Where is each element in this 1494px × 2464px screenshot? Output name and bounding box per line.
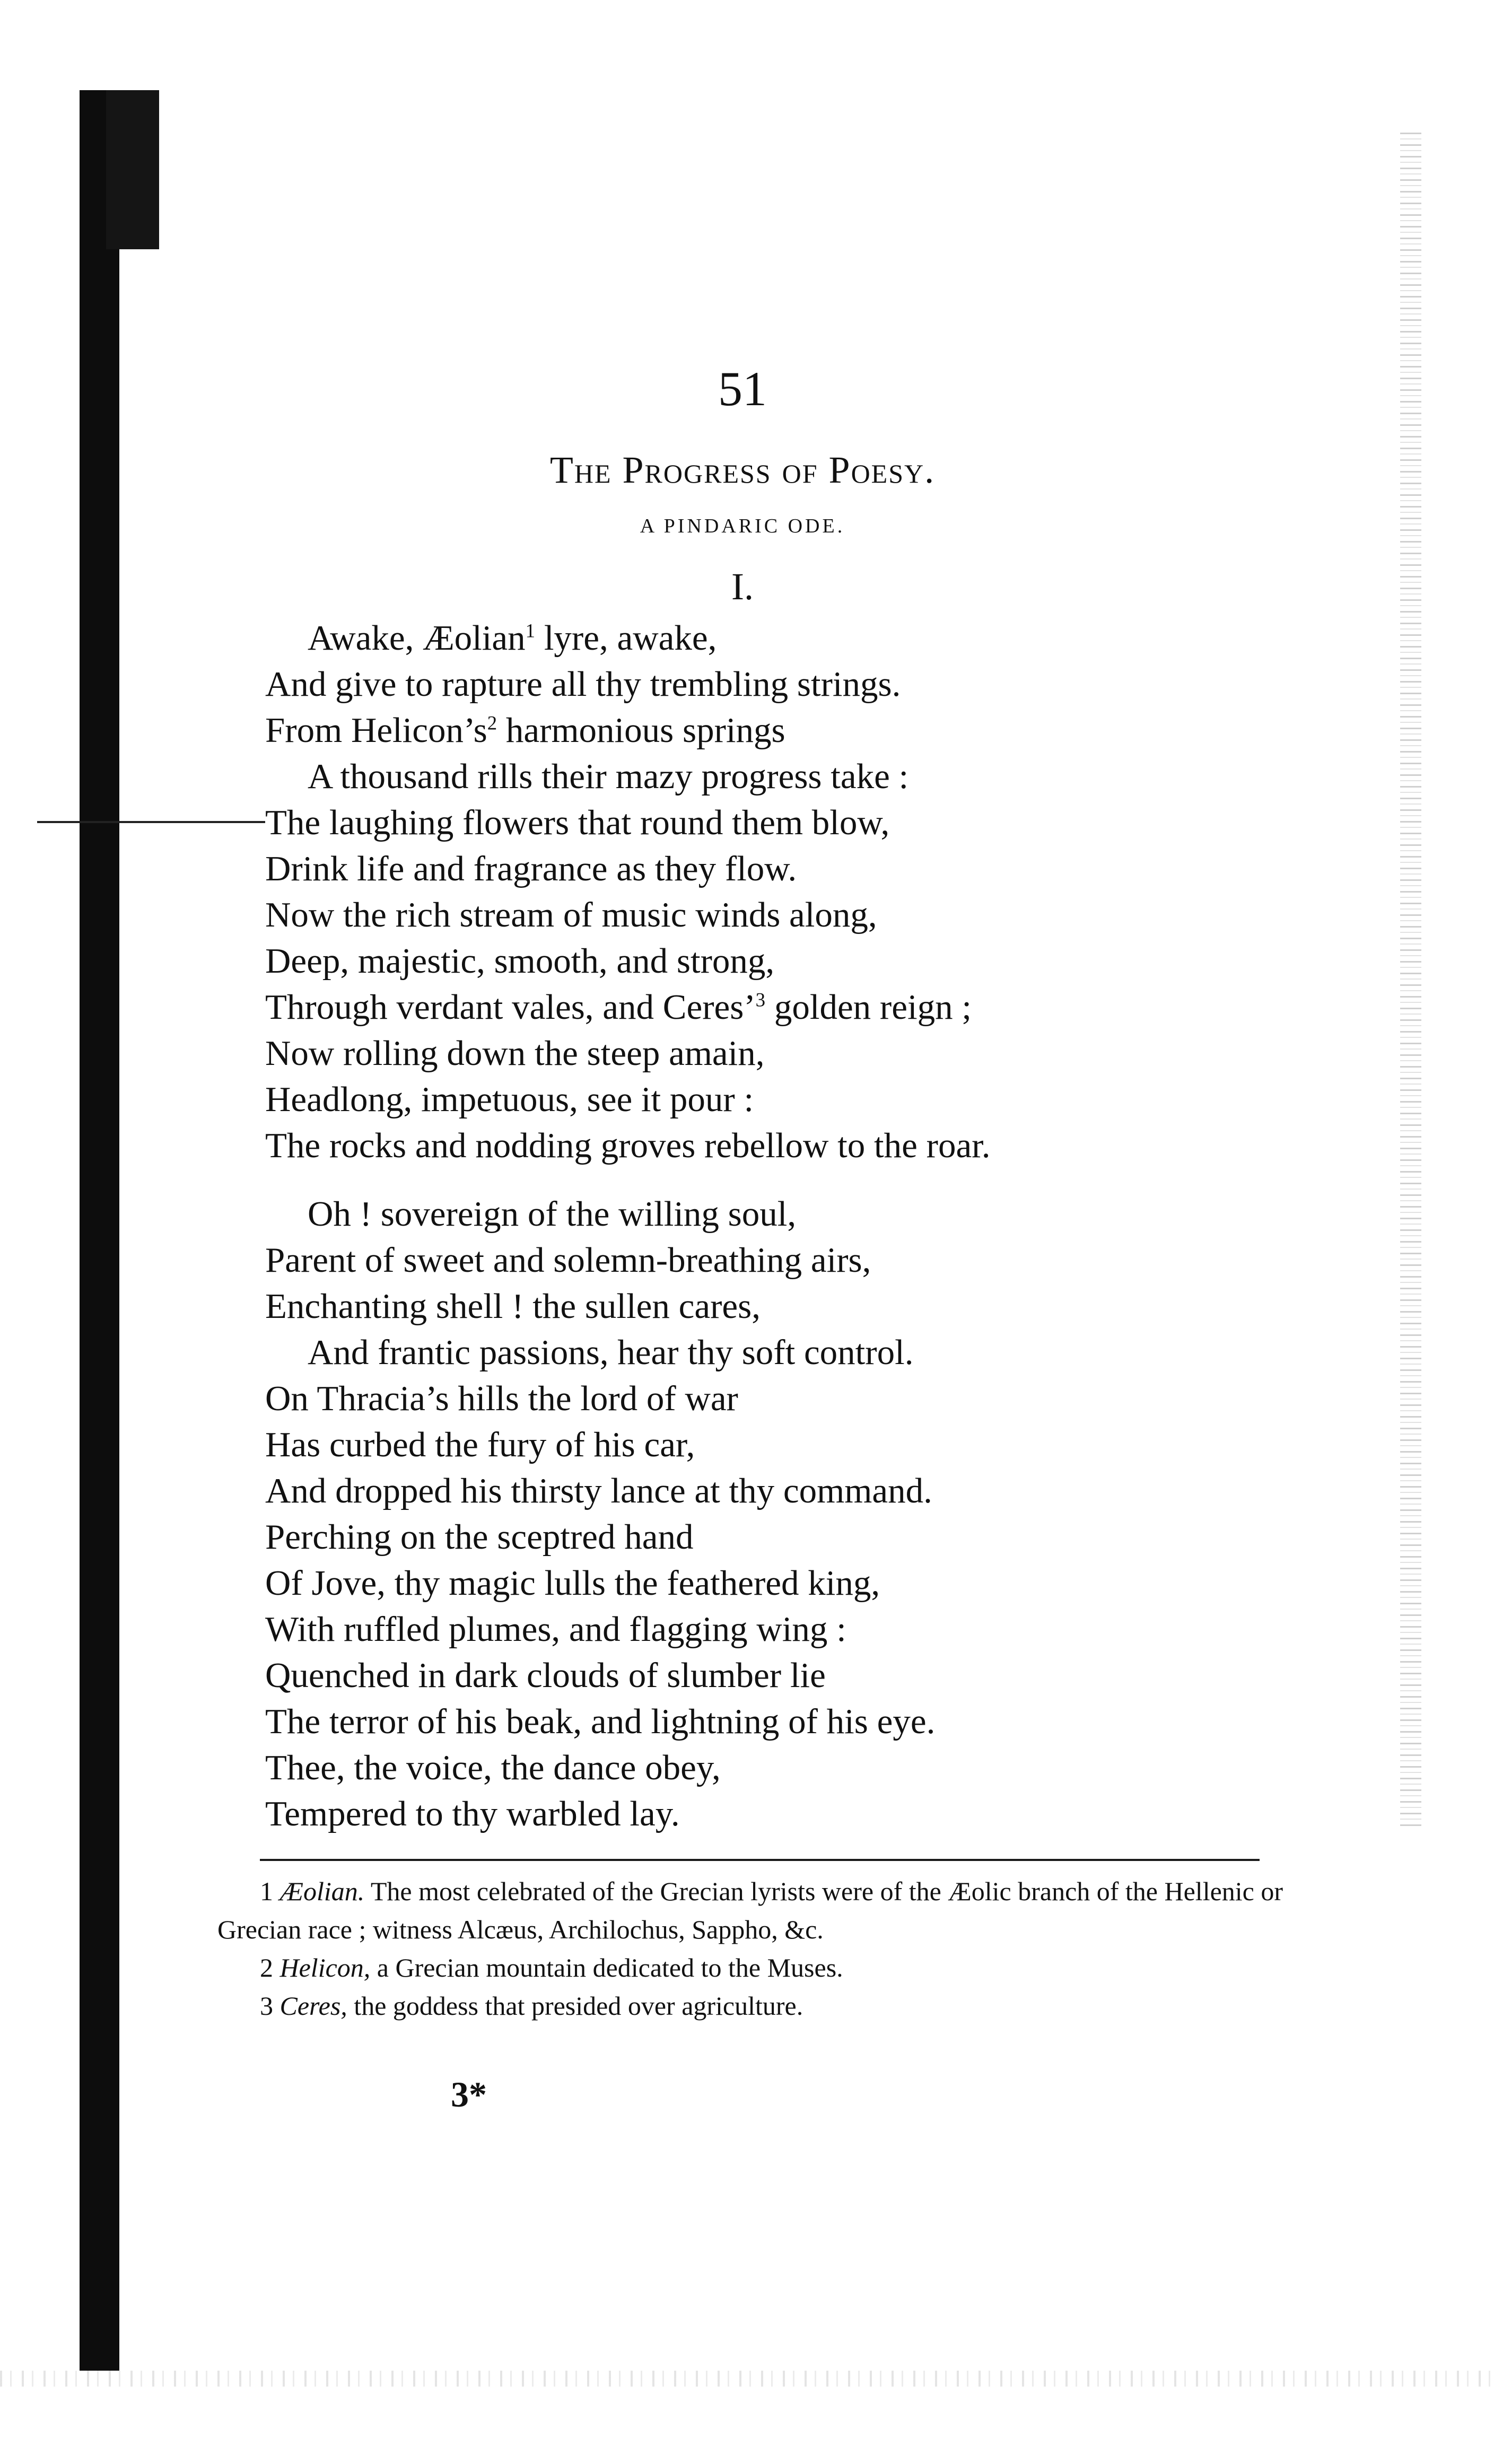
footnote-3 bbox=[217, 1987, 1283, 2025]
book-binding-edge bbox=[80, 90, 119, 2371]
footnote-reference: 3 bbox=[755, 989, 766, 1011]
footnote-rule bbox=[260, 1859, 1260, 1861]
poem-line-text: Enchanting shell ! the sullen cares, bbox=[265, 1287, 761, 1326]
poem-line-text: The laughing flowers that round them blow, bbox=[265, 803, 890, 842]
stanza-2 bbox=[265, 1191, 1379, 1837]
poem-line bbox=[265, 1699, 1379, 1745]
poem-line-text: Now rolling down the steep amain, bbox=[265, 1034, 765, 1073]
poem-line-text: Has curbed the fury of his car, bbox=[265, 1425, 695, 1464]
poem-line-text: And give to rapture all thy trembling strings. bbox=[265, 665, 901, 704]
book-binding-edge-top bbox=[106, 90, 159, 249]
poem-line bbox=[265, 1791, 1379, 1837]
page-bottom-noise bbox=[0, 2371, 1494, 2387]
poem-line-text: From Helicon’s bbox=[265, 711, 487, 750]
poem-line bbox=[265, 1237, 1379, 1283]
poem-line bbox=[265, 1191, 1379, 1237]
printer-signature-mark: 3* bbox=[451, 2074, 487, 2115]
poem-line bbox=[265, 1745, 1379, 1791]
poem-line bbox=[265, 800, 1379, 846]
poem-line-text: Perching on the sceptred hand bbox=[265, 1517, 694, 1557]
poem-line-text: Parent of sweet and solemn-breathing airs, bbox=[265, 1240, 871, 1280]
margin-pen-mark bbox=[37, 821, 265, 823]
poem-line-text: Through verdant vales, and Ceres’ bbox=[265, 988, 756, 1027]
poem-line-text: A thousand rills their mazy progress take : bbox=[308, 757, 909, 796]
poem-line bbox=[265, 846, 1379, 892]
poem-line-text: Headlong, impetuous, see it pour : bbox=[265, 1080, 754, 1119]
poem-line-text: And dropped his thirsty lance at thy command. bbox=[265, 1471, 932, 1510]
poem-line bbox=[265, 892, 1379, 938]
poem-title: The Progress of Poesy. bbox=[549, 449, 936, 491]
stanza-gap bbox=[265, 1169, 1379, 1191]
poem-line bbox=[265, 1283, 1379, 1330]
footnote-reference: 2 bbox=[487, 712, 497, 734]
stanza-1 bbox=[265, 615, 1379, 1169]
poem-line bbox=[265, 1330, 1379, 1376]
poem-line-text: lyre, awake, bbox=[535, 618, 717, 658]
poem-subtitle: A PINDARIC ODE. bbox=[640, 515, 845, 537]
poem-body bbox=[265, 615, 1379, 1837]
poem-line-text: Tempered to thy warbled lay. bbox=[265, 1794, 680, 1833]
poem-line bbox=[265, 1514, 1379, 1560]
poem-line-text: Of Jove, thy magic lulls the feathered king, bbox=[265, 1563, 880, 1603]
poem-line-text: With ruffled plumes, and flagging wing : bbox=[265, 1610, 846, 1649]
poem-line bbox=[265, 1606, 1379, 1653]
section-number: I. bbox=[731, 565, 754, 608]
poem-line-text: Oh ! sovereign of the willing soul, bbox=[308, 1194, 797, 1234]
footnote-number: 3 bbox=[260, 1991, 273, 2021]
poem-line bbox=[265, 661, 1379, 707]
footnote-number: 1 bbox=[260, 1876, 273, 1906]
footnote-text: a Grecian mountain dedicated to the Muses. bbox=[370, 1953, 843, 1982]
footnote-2 bbox=[217, 1949, 1283, 1987]
poem-line-text: Thee, the voice, the dance obey, bbox=[265, 1748, 721, 1787]
footnote-text: The most celebrated of the Grecian lyrists were of the Æolic branch of the Hellenic or Grecian race ; witness Alcæus, Archilochus, Sappho, &c. bbox=[217, 1876, 1283, 1944]
poem-line-text: Now the rich stream of music winds along, bbox=[265, 895, 877, 934]
poem-line bbox=[265, 1422, 1379, 1468]
poem-line bbox=[265, 1468, 1379, 1514]
poem-line bbox=[265, 1376, 1379, 1422]
poem-line bbox=[265, 615, 1379, 661]
poem-line bbox=[265, 938, 1379, 984]
poem-line bbox=[265, 754, 1379, 800]
footnote-reference: 1 bbox=[525, 619, 536, 642]
poem-line-text: Awake, Æolian bbox=[308, 618, 526, 658]
footnote-number: 2 bbox=[260, 1953, 273, 1982]
poem-line bbox=[265, 707, 1379, 754]
poem-line-text: golden reign ; bbox=[765, 988, 972, 1027]
page-number: 51 bbox=[718, 362, 767, 416]
poem-line bbox=[265, 1560, 1379, 1606]
footnote-keyword: Ceres, bbox=[279, 1991, 347, 2021]
poem-line bbox=[265, 1077, 1379, 1123]
footnotes bbox=[217, 1872, 1283, 2025]
footnote-text: the goddess that presided over agriculture. bbox=[347, 1991, 803, 2021]
poem-line bbox=[265, 1653, 1379, 1699]
poem-line-text: Quenched in dark clouds of slumber lie bbox=[265, 1656, 826, 1695]
footnote-keyword: Helicon, bbox=[279, 1953, 371, 1982]
poem-line-text: The rocks and nodding groves rebellow to the roar. bbox=[265, 1126, 991, 1165]
page-edge-noise bbox=[1400, 133, 1421, 1830]
poem-line bbox=[265, 1030, 1379, 1077]
footnote-keyword: Æolian. bbox=[279, 1876, 365, 1906]
poem-line-text: harmonious springs bbox=[497, 711, 785, 750]
poem-line-text: And frantic passions, hear thy soft control. bbox=[308, 1333, 914, 1372]
poem-line bbox=[265, 1123, 1379, 1169]
poem-line-text: Drink life and fragrance as they flow. bbox=[265, 849, 797, 888]
poem-line-text: The terror of his beak, and lightning of his eye. bbox=[265, 1702, 936, 1741]
poem-line-text: On Thracia’s hills the lord of war bbox=[265, 1379, 738, 1418]
poem-line bbox=[265, 984, 1379, 1030]
poem-line-text: Deep, majestic, smooth, and strong, bbox=[265, 941, 775, 981]
footnote-1 bbox=[217, 1872, 1283, 1949]
